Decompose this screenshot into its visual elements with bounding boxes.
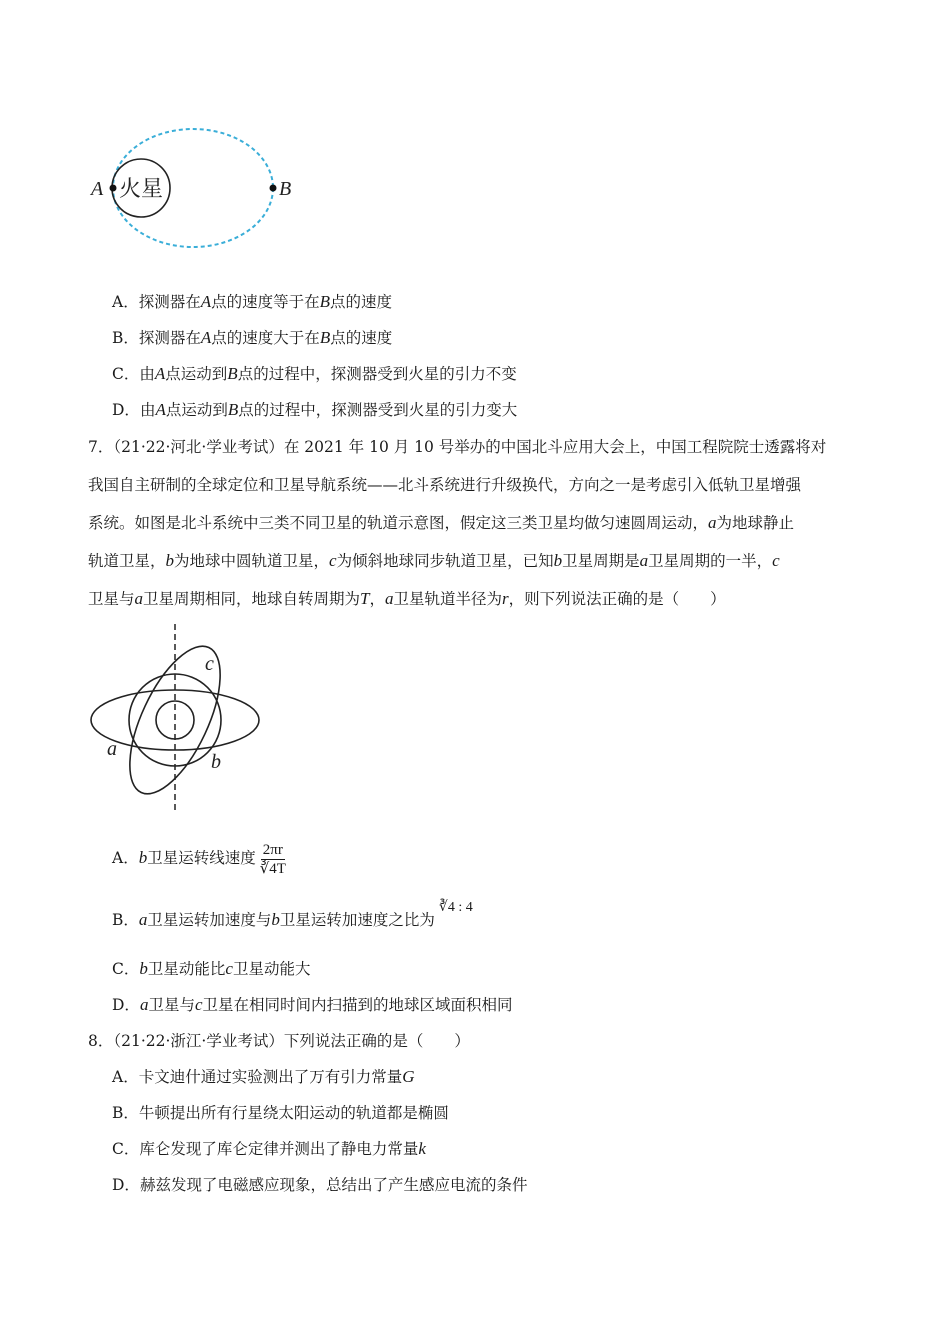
q8-number: 8．	[88, 1032, 114, 1050]
q7-option-d: D．a卫星与c卫星在相同时间内扫描到的地球区域面积相同	[112, 995, 513, 1014]
q7-stem-line-4: 轨道卫星，b为地球中圆轨道卫星，c为倾斜地球同步轨道卫星，已知b卫星周期是a卫星周期的一半，c	[88, 551, 780, 570]
acceleration-ratio: ∛4 : 4	[438, 900, 473, 915]
q7-option-b: B．a卫星运转加速度与b卫星运转加速度之比为∛4 : 4	[112, 900, 473, 929]
q7-stem-line-2: 我国自主研制的全球定位和卫星导航系统——北斗系统进行升级换代，方向之一是考虑引入低轨卫星增强	[88, 476, 802, 494]
q7-stem-line-1: 7．（21·22·河北·学业考试）在 2021 年 10 月 10 号举办的中国北斗应用大会上，中国工程院院士透露将对	[88, 438, 827, 456]
orbit-c-label: c	[205, 653, 214, 675]
q7-option-a: A．b卫星运转线速度 $\frac{2\pi r}{∛4T}$	[112, 841, 286, 877]
point-b-dot	[270, 185, 277, 192]
point-b-label: B	[279, 178, 292, 200]
q7-stem-line-5: 卫星与a卫星周期相同，地球自转周期为T，a卫星轨道半径为r，则下列说法正确的是（ ）	[88, 589, 726, 608]
q6-option-c: C．由A点运动到B点的过程中，探测器受到火星的引力不变	[112, 364, 517, 383]
q6-option-b: B．探测器在A点的速度大于在B点的速度	[112, 328, 393, 347]
satellite-orbits-figure	[85, 622, 265, 817]
orbit-a-label: a	[107, 738, 117, 760]
point-a-dot	[110, 185, 117, 192]
mars-label: 火星	[118, 177, 164, 202]
q8-option-a: A．卡文迪什通过实验测出了万有引力常量G	[112, 1067, 415, 1086]
q7-number: 7．	[88, 438, 114, 456]
point-a-label: A	[91, 178, 104, 200]
q8-option-c: C．库仑发现了库仑定律并测出了静电力常量k	[112, 1139, 426, 1158]
orbit-b-label: b	[211, 751, 221, 773]
q7-option-c: C．b卫星动能比c卫星动能大	[112, 959, 311, 978]
q6-option-a: A．探测器在A点的速度等于在B点的速度	[112, 292, 393, 311]
linear-velocity-fraction: $\frac{2\pi r}{∛4T}$	[259, 841, 286, 877]
q8-option-d: D．赫兹发现了电磁感应现象，总结出了产生感应电流的条件	[112, 1176, 528, 1194]
q7-stem-line-3: 系统。如图是北斗系统中三类不同卫星的轨道示意图，假定这三类卫星均做匀速圆周运动，a为地球静止	[88, 513, 795, 532]
q6-option-d: D．由A点运动到B点的过程中，探测器受到火星的引力变大	[112, 400, 518, 419]
mars-orbit-figure	[85, 120, 305, 260]
q8-option-b: B．牛顿提出所有行星绕太阳运动的轨道都是椭圆	[112, 1104, 449, 1122]
q8-stem: 8．（21·22·浙江·学业考试）下列说法正确的是（ ）	[88, 1032, 470, 1050]
